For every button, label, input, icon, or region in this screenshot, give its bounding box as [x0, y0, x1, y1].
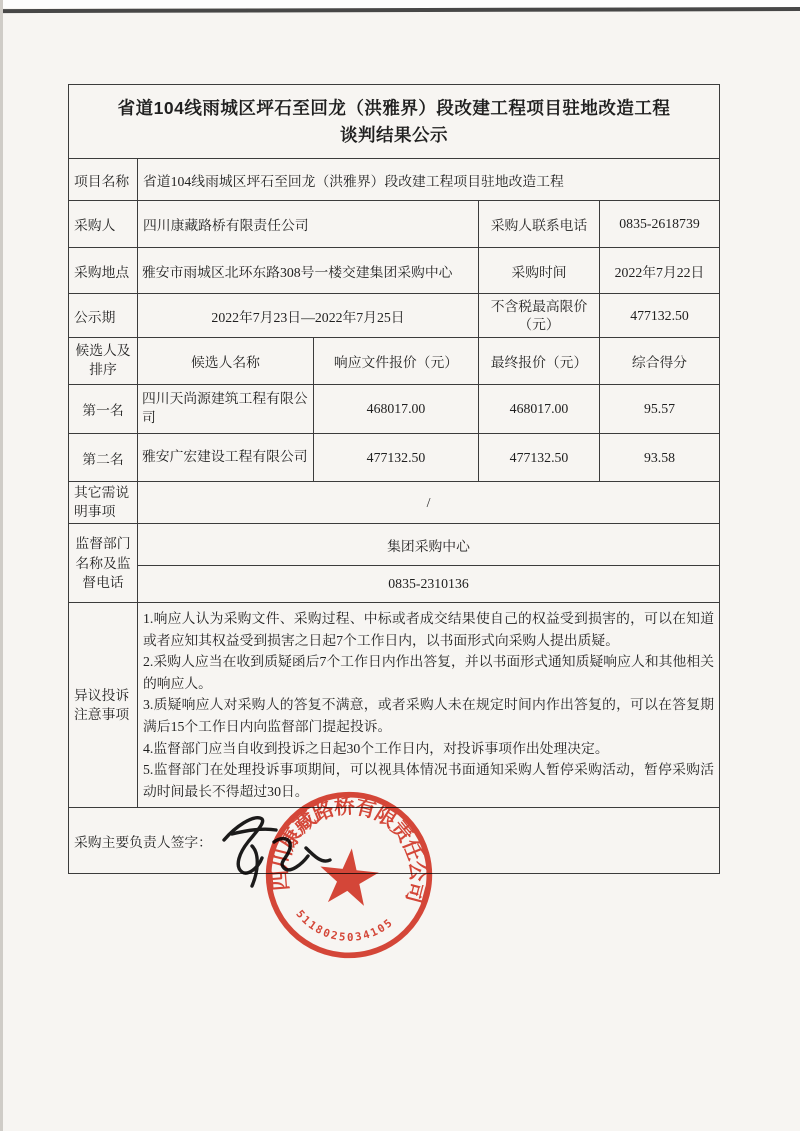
- seal-code-text: 5118025034105: [293, 907, 397, 944]
- buyer-label: 采购人: [69, 201, 138, 248]
- project-name-label: 项目名称: [69, 159, 138, 201]
- title-line2: 谈判结果公示: [340, 124, 448, 145]
- supervision-department: 集团采购中心: [138, 524, 720, 566]
- result-announcement-table: [68, 84, 720, 874]
- candidate-2-score: 93.58: [600, 434, 720, 482]
- supervision-name-row: [69, 524, 720, 566]
- candidate-1-name: 四川天尚源建筑工程有限公司: [138, 385, 314, 434]
- buyer-row: [69, 201, 720, 248]
- objection-item-5: 5.监督部门在处理投诉事项期间，可以视具体情况书面通知采购人暂停采购活动，暂停采购活动时间最长不得超过30日。: [143, 762, 715, 799]
- candidate-1-score: 95.57: [600, 385, 720, 434]
- candidate-row-1: [69, 385, 720, 434]
- candidate-2-final-price: 477132.50: [479, 434, 600, 482]
- objection-label: 异议投诉注意事项: [69, 603, 138, 808]
- place-label: 采购地点: [69, 248, 138, 294]
- time-value: 2022年7月22日: [600, 248, 720, 294]
- publicity-label: 公示期: [69, 294, 138, 338]
- title-line1: 省道104线雨城区坪石至回龙（洪雅界）段改建工程项目驻地改造工程: [117, 98, 671, 119]
- buyer-value: 四川康藏路桥有限责任公司: [138, 201, 479, 248]
- buyer-phone-label: 采购人联系电话: [479, 201, 600, 248]
- supervision-phone-row: [69, 566, 720, 603]
- publicity-value: 2022年7月23日—2022年7月25日: [138, 294, 479, 338]
- project-name-value: 省道104线雨城区坪石至回龙（洪雅界）段改建工程项目驻地改造工程: [138, 159, 720, 201]
- candidate-1-doc-price: 468017.00: [314, 385, 479, 434]
- candidate-2-doc-price: 477132.50: [314, 434, 479, 482]
- candidates-score-header: 综合得分: [600, 338, 720, 385]
- max-price-label: 不含税最高限价（元）: [479, 294, 600, 338]
- candidate-row-2: [69, 434, 720, 482]
- candidates-rank-header: 候选人及排序: [69, 338, 138, 385]
- other-notes-label: 其它需说明事项: [69, 482, 138, 524]
- place-value: 雅安市雨城区北环东路308号一楼交建集团采购中心: [138, 248, 479, 294]
- publicity-row: [69, 294, 720, 338]
- scan-edge-left: [0, 0, 3, 1131]
- time-label: 采购时间: [479, 248, 600, 294]
- candidate-1-rank: 第一名: [69, 385, 138, 434]
- other-notes-value: /: [138, 482, 720, 524]
- objection-item-4: 4.监督部门应当自收到投诉之日起30个工作日内，对投诉事项作出处理决定。: [143, 740, 609, 756]
- candidate-2-rank: 第二名: [69, 434, 138, 482]
- other-notes-row: [69, 482, 720, 524]
- objection-item-2: 2.采购人应当在收到质疑函后7个工作日内作出答复，并以书面形式通知质疑响应人和其他相关的响应人。: [143, 654, 715, 691]
- signature-label: 采购主要负责人签字：: [74, 834, 212, 850]
- candidates-finalprice-header: 最终报价（元）: [479, 338, 600, 385]
- project-name-row: [69, 159, 720, 201]
- max-price-value: 477132.50: [600, 294, 720, 338]
- objection-text: [138, 603, 720, 808]
- seal-company-text: 四川康藏路桥有限责任公司: [268, 794, 430, 906]
- candidate-1-final-price: 468017.00: [479, 385, 600, 434]
- buyer-phone-value: 0835-2618739: [600, 201, 720, 248]
- candidates-name-header: 候选人名称: [138, 338, 314, 385]
- supervision-phone: 0835-2310136: [138, 566, 720, 603]
- title-row: [69, 85, 720, 159]
- signature-handwriting: [218, 806, 343, 898]
- supervision-label: 监督部门名称及监督电话: [69, 524, 138, 603]
- candidates-header-row: [69, 338, 720, 385]
- place-row: [69, 248, 720, 294]
- candidate-2-name: 雅安广宏建设工程有限公司: [138, 434, 314, 482]
- objection-item-1: 1.响应人认为采购文件、采购过程、中标或者成交结果使自己的权益受到损害的，可以在知道或者应知其权益受到损害之日起7个工作日内，以书面形式向采购人提出质疑。: [143, 611, 715, 648]
- candidates-docprice-header: 响应文件报价（元）: [314, 338, 479, 385]
- objection-item-3: 3.质疑响应人对采购人的答复不满意，或者采购人未在规定时间内作出答复的，可以在答复期满后15个工作日内向监督部门提起投诉。: [143, 697, 715, 734]
- document-title: [69, 85, 720, 159]
